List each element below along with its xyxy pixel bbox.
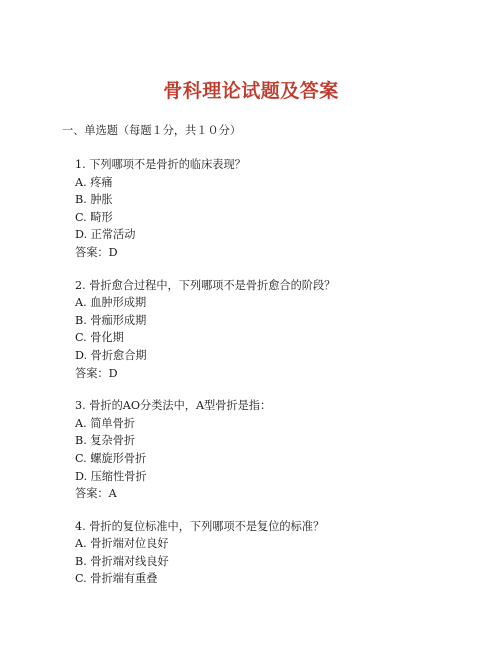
option-b: B. 肿胀 [75,193,113,207]
option-b: B. 复杂骨折 [75,434,136,448]
page-title: 骨科理论试题及答案 [163,80,339,102]
question-block [75,277,455,383]
question-stem: 3. 骨折的AO分类法中，A型骨折是指： [75,399,272,413]
question-stem: 2. 骨折愈合过程中，下列哪项不是骨折愈合的阶段？ [75,278,336,292]
option-a: A. 简单骨折 [75,416,135,430]
question-stem: 4. 骨折的复位标准中，下列哪项不是复位的标准？ [75,519,325,533]
option-a: A. 血肿形成期 [75,296,147,310]
option-c: C. 骨化期 [75,331,124,345]
option-a: A. 疼痛 [75,175,113,189]
option-b: B. 骨折端对线良好 [75,554,169,568]
question-block [75,397,455,503]
option-c: C. 骨折端有重叠 [75,572,158,586]
option-d: D. 正常活动 [75,228,136,242]
section-heading: 一、单选题（每题１分，共１０分） [62,124,242,137]
question-block [75,518,455,588]
answer-line: 答案：D [75,366,118,380]
option-c: C. 畸形 [75,210,113,224]
option-a: A. 骨折端对位良好 [75,537,169,551]
option-b: B. 骨痂形成期 [75,313,147,327]
answer-line: 答案：A [75,487,117,501]
question-list [75,156,455,603]
option-d: D. 骨折愈合期 [75,348,147,362]
option-d: D. 压缩性骨折 [75,469,147,483]
question-stem: 1. 下列哪项不是骨折的临床表现？ [75,158,246,171]
option-c: C. 螺旋形骨折 [75,451,147,465]
question-block [75,156,455,262]
answer-line: 答案：D [75,245,118,259]
